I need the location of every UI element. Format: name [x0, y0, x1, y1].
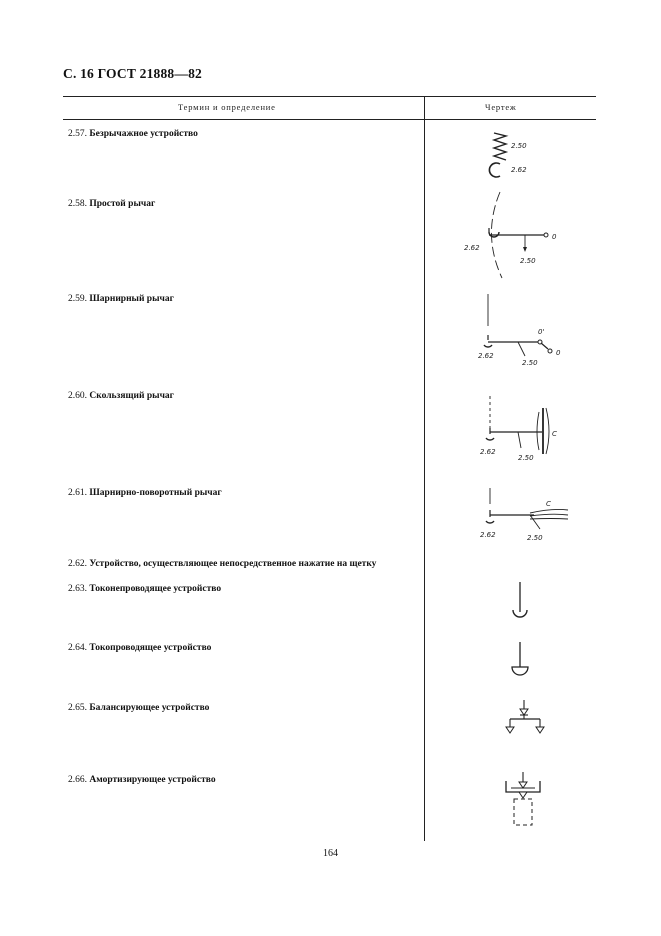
drawing-non-conducting-device: [505, 580, 535, 630]
column-header-drawing: Чертеж: [485, 102, 517, 112]
drawing-label: 2.50: [522, 359, 538, 367]
arrow-down-icon: [519, 792, 527, 798]
cup-icon: [486, 438, 494, 440]
drawing-label: 2.62: [478, 352, 494, 360]
term-name: Шарнирно-поворотный рычаг: [89, 488, 222, 498]
cup-icon: [484, 345, 492, 347]
drawing-label: 0: [556, 349, 561, 357]
drawing-label: 2.50: [518, 454, 534, 462]
term-name: Балансирующее устройство: [89, 703, 210, 713]
term-row: [68, 199, 418, 209]
table-top-rule: [63, 96, 596, 97]
drawing-label: C: [552, 430, 557, 438]
page-header: С. 16 ГОСТ 21888—82: [63, 66, 202, 81]
term-name: Безрычажное устройство: [89, 129, 198, 139]
drawing-label: 2.62: [480, 448, 496, 456]
page-number: 164: [323, 848, 338, 859]
term-row: [68, 129, 418, 139]
pivot-icon: [544, 233, 548, 237]
cup-icon: [486, 521, 494, 523]
term-number: 2.59.: [68, 294, 87, 304]
drawing-label: 2.50: [527, 534, 543, 542]
term-name: Шарнирный рычаг: [89, 294, 174, 304]
drawing-label: 2.50: [520, 257, 536, 265]
drawing-hinged-rotary-lever: [472, 484, 582, 554]
drawing-label: 2.50: [511, 142, 527, 150]
term-name: Простой рычаг: [89, 199, 156, 209]
pivot-icon: [548, 349, 552, 353]
term-number: 2.66.: [68, 775, 87, 785]
term-name: Устройство, осуществляющее непосредственное нажатие на щетку: [89, 559, 377, 569]
drawing-label: 2.62: [464, 244, 480, 252]
term-name: Токопроводящее устройство: [89, 643, 212, 653]
drawing-label: 2.62: [511, 166, 527, 174]
term-number: 2.58.: [68, 199, 87, 209]
table-header-rule: [63, 119, 596, 120]
column-header-term: Термин и определение: [178, 102, 276, 112]
term-row: [68, 488, 418, 498]
drawing-label: 2.62: [480, 531, 496, 539]
half-disc-icon: [512, 667, 528, 675]
spring-icon: [494, 133, 506, 160]
drawing-conducting-device: [505, 640, 535, 685]
term-row: [68, 391, 418, 401]
term-row: [68, 775, 418, 785]
term-row: [68, 294, 418, 304]
arrow-down-icon: [506, 727, 514, 733]
drawing-lever-free-device: [480, 128, 560, 193]
term-row: [68, 559, 418, 569]
term-number: 2.63.: [68, 584, 87, 594]
drawing-label: 0: [552, 233, 557, 241]
term-name: Токонепроводящее устройство: [89, 584, 222, 594]
term-number: 2.60.: [68, 391, 87, 401]
term-row: [68, 703, 418, 713]
term-number: 2.57.: [68, 129, 87, 139]
drawing-label: C: [546, 500, 551, 508]
drawing-hinged-lever: [470, 290, 570, 380]
column-divider: [424, 96, 425, 841]
term-row: [68, 584, 418, 594]
cup-icon: [489, 163, 500, 177]
drawing-balancing-device: [498, 698, 548, 745]
term-row: [68, 643, 418, 653]
term-number: 2.64.: [68, 643, 87, 653]
term-number: 2.62.: [68, 559, 87, 569]
dashed-body: [514, 799, 532, 825]
drawing-sliding-lever: [472, 392, 572, 477]
drawing-damping-device: [498, 770, 548, 835]
arrow-down-icon: [536, 727, 544, 733]
drawing-simple-lever: [460, 190, 570, 285]
drawing-label: 0': [538, 328, 545, 336]
term-name: Амортизирующее устройство: [89, 775, 216, 785]
term-number: 2.61.: [68, 488, 87, 498]
term-name: Скользящий рычаг: [89, 391, 174, 401]
term-number: 2.65.: [68, 703, 87, 713]
